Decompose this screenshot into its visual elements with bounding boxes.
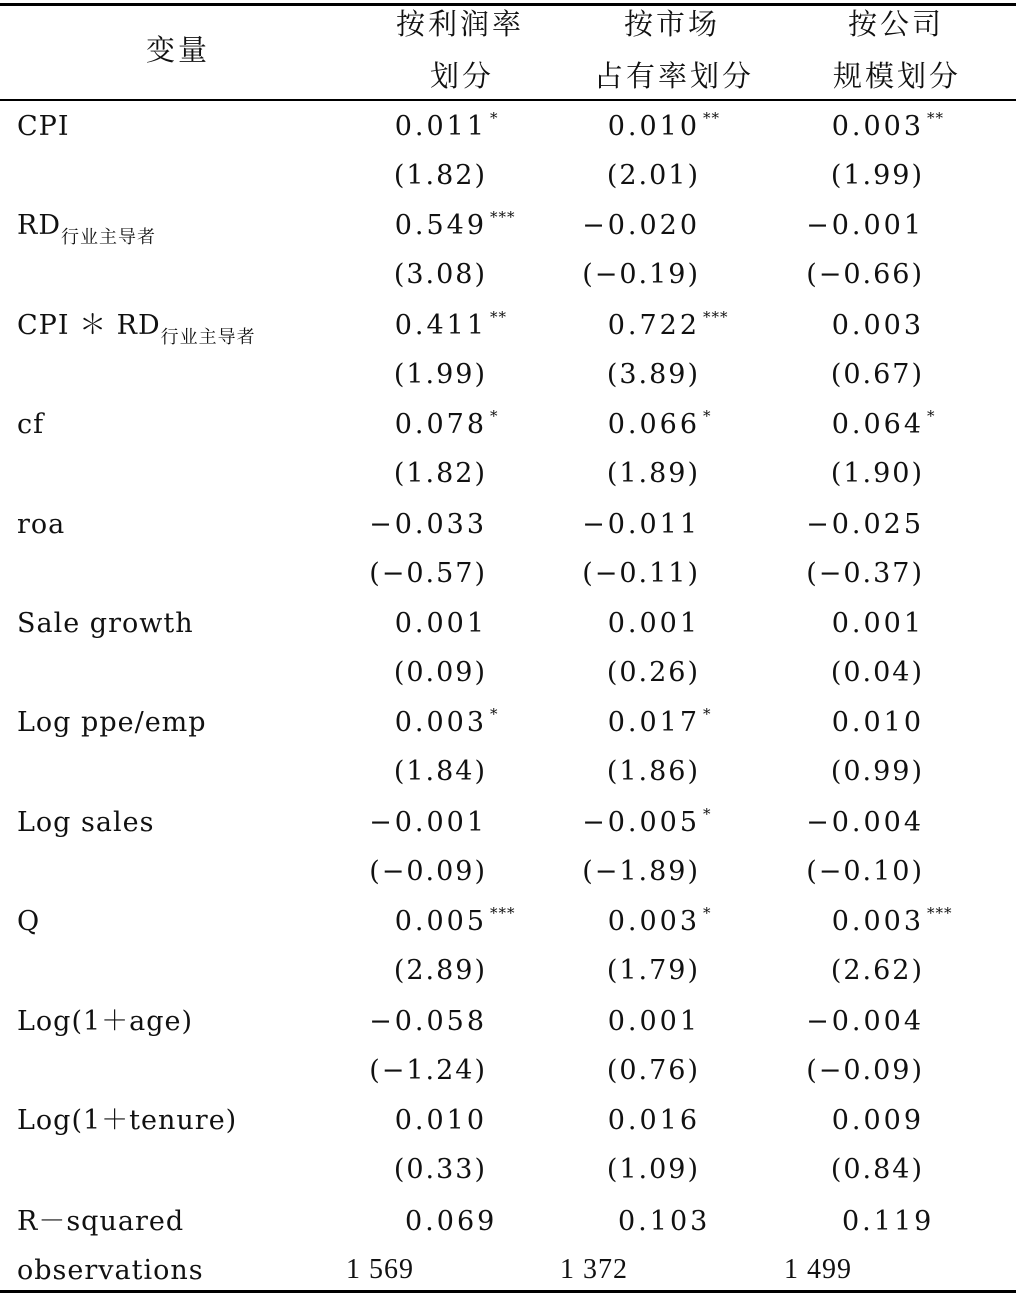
significance-stars: ** <box>703 109 720 127</box>
t-stat-col2: (0.76) <box>606 1055 700 1086</box>
coef-value: −0.020 <box>582 210 700 241</box>
header-col1-line1: 按利润率 <box>396 7 525 41</box>
t-stat-col3: (0.04) <box>830 657 924 688</box>
coef-cell-col3 <box>724 1008 924 1035</box>
variable-label <box>17 1008 193 1035</box>
coef-value: −0.033 <box>369 509 487 540</box>
t-stat-col2: (−0.11) <box>582 558 700 589</box>
t-stat-col1: (−0.09) <box>369 856 487 887</box>
header-variable: 变量 <box>146 33 211 67</box>
t-stat-col2: (1.09) <box>606 1154 700 1185</box>
t-stat-col2: (1.86) <box>606 756 700 787</box>
coef-value: 0.003 <box>831 310 924 341</box>
coef-value: 0.010 <box>607 111 700 142</box>
variable-name: cf <box>17 409 45 440</box>
significance-stars: * <box>490 109 499 127</box>
rsq-col1: 0.069 <box>405 1206 498 1237</box>
variable-name: Sale growth <box>17 608 194 639</box>
coef-cell-col1 <box>287 407 499 440</box>
coef-cell-col2 <box>500 308 729 341</box>
coef-cell-col2 <box>500 904 712 937</box>
coef-value: 0.005 <box>394 906 487 937</box>
coef-cell-col1 <box>287 1107 487 1134</box>
significance-stars: * <box>703 805 712 823</box>
coef-cell-col2 <box>500 1008 700 1035</box>
coef-value: −0.058 <box>369 1006 487 1037</box>
t-stat-col1: (2.89) <box>393 955 487 986</box>
coef-cell-col2 <box>500 1107 700 1134</box>
t-stat-col2: (−1.89) <box>582 856 700 887</box>
t-stat-col1: (0.33) <box>393 1154 487 1185</box>
variable-label <box>17 113 70 140</box>
variable-label <box>17 809 154 836</box>
significance-stars: * <box>490 705 499 723</box>
t-stat-col1: (−1.24) <box>369 1055 487 1086</box>
variable-name: Log(1＋tenure) <box>17 1105 238 1136</box>
significance-stars: ** <box>490 308 507 326</box>
t-stat-col1: (0.09) <box>393 657 487 688</box>
coef-cell-col3 <box>724 1107 924 1134</box>
t-stat-col2: (3.89) <box>606 359 700 390</box>
significance-stars: * <box>703 407 712 425</box>
coef-value: −0.011 <box>582 509 700 540</box>
coef-cell-col2 <box>500 407 712 440</box>
coef-value: 0.001 <box>831 608 924 639</box>
variable-label <box>17 310 256 348</box>
coef-value: 0.009 <box>831 1105 924 1136</box>
coef-value: 0.010 <box>394 1105 487 1136</box>
coef-value: 0.011 <box>394 111 487 142</box>
significance-stars: * <box>927 407 936 425</box>
variable-label <box>17 511 65 538</box>
coef-cell-col2 <box>500 705 712 738</box>
significance-stars: *** <box>703 308 729 326</box>
coef-value: −0.005 <box>582 807 700 838</box>
significance-stars: ** <box>927 109 944 127</box>
coef-value: 0.001 <box>394 608 487 639</box>
coef-cell-col1 <box>287 610 487 637</box>
coef-cell-col2 <box>500 610 700 637</box>
coef-cell-col3 <box>724 212 924 239</box>
t-stat-col3: (2.62) <box>830 955 924 986</box>
significance-stars: * <box>703 904 712 922</box>
rsq-label: R－squared <box>17 1206 185 1237</box>
coef-cell-col3 <box>724 709 924 736</box>
coef-cell-col1 <box>287 208 516 241</box>
coef-value: 0.066 <box>607 409 700 440</box>
variable-name: Log ppe/emp <box>17 707 207 738</box>
t-stat-col2: (1.79) <box>606 955 700 986</box>
coef-value: −0.001 <box>369 807 487 838</box>
coef-cell-col1 <box>287 705 499 738</box>
coef-value: 0.010 <box>831 707 924 738</box>
variable-label <box>17 210 156 248</box>
coef-cell-col3 <box>724 312 924 339</box>
variable-name: CPI ＊ RD <box>17 310 161 341</box>
variable-name: Log(1＋age) <box>17 1006 194 1037</box>
header-col1-line2: 划分 <box>430 59 495 93</box>
coef-cell-col2 <box>500 511 700 538</box>
coef-cell-col1 <box>287 308 507 341</box>
header-col2-line1: 按市场 <box>624 7 721 41</box>
coef-value: −0.025 <box>806 509 924 540</box>
t-stat-col2: (2.01) <box>606 160 700 191</box>
t-stat-col3: (1.90) <box>830 458 924 489</box>
coef-value: 0.003 <box>607 906 700 937</box>
obs-label: observations <box>17 1255 204 1286</box>
obs-col1: 1 569 <box>346 1254 414 1285</box>
significance-stars: *** <box>927 904 953 922</box>
coef-value: 0.001 <box>607 1006 700 1037</box>
t-stat-col1: (1.99) <box>393 359 487 390</box>
coef-value: 0.411 <box>394 310 487 341</box>
coef-cell-col1 <box>287 511 487 538</box>
t-stat-col3: (0.67) <box>830 359 924 390</box>
variable-name: Q <box>17 906 41 937</box>
header-rule <box>0 99 1016 101</box>
coef-cell-col2 <box>500 805 712 838</box>
variable-name: RD <box>17 210 61 241</box>
coef-cell-col2 <box>500 212 700 239</box>
header-col2-line2: 占有率划分 <box>594 59 755 93</box>
obs-col3: 1 499 <box>784 1254 852 1285</box>
t-stat-col1: (−0.57) <box>369 558 487 589</box>
coef-value: 0.003 <box>831 906 924 937</box>
coef-value: −0.004 <box>806 807 924 838</box>
t-stat-col3: (−0.10) <box>806 856 924 887</box>
t-stat-col3: (0.99) <box>830 756 924 787</box>
t-stat-col2: (1.89) <box>606 458 700 489</box>
t-stat-col3: (−0.37) <box>806 558 924 589</box>
coef-value: 0.078 <box>394 409 487 440</box>
t-stat-col1: (3.08) <box>393 259 487 290</box>
t-stat-col3: (−0.09) <box>806 1055 924 1086</box>
coef-value: 0.001 <box>607 608 700 639</box>
coef-value: 0.017 <box>607 707 700 738</box>
variable-label <box>17 908 40 935</box>
coef-cell-col1 <box>287 109 499 142</box>
variable-name: Log sales <box>17 807 155 838</box>
header-col3-line2: 规模划分 <box>833 59 962 93</box>
t-stat-col2: (−0.19) <box>582 259 700 290</box>
variable-subscript: 行业主导者 <box>60 227 156 248</box>
variable-name: CPI <box>17 111 70 142</box>
variable-label <box>17 709 207 736</box>
coef-value: 0.003 <box>831 111 924 142</box>
significance-stars: * <box>490 407 499 425</box>
coef-cell-col3 <box>724 109 944 142</box>
coef-cell-col3 <box>724 809 924 836</box>
variable-label <box>17 610 194 637</box>
t-stat-col1: (1.82) <box>393 458 487 489</box>
coef-value: −0.004 <box>806 1006 924 1037</box>
significance-stars: * <box>703 705 712 723</box>
t-stat-col3: (1.99) <box>830 160 924 191</box>
coef-value: 0.722 <box>607 310 700 341</box>
coef-value: 0.016 <box>607 1105 700 1136</box>
variable-name: roa <box>17 509 66 540</box>
coef-value: 0.003 <box>394 707 487 738</box>
obs-col2: 1 372 <box>560 1254 628 1285</box>
coef-cell-col3 <box>724 610 924 637</box>
coef-value: 0.064 <box>831 409 924 440</box>
coef-cell-col3 <box>724 407 936 440</box>
significance-stars: *** <box>490 904 516 922</box>
t-stat-col1: (1.84) <box>393 756 487 787</box>
coef-cell-col2 <box>500 109 720 142</box>
variable-subscript: 行业主导者 <box>160 327 256 348</box>
coef-cell-col1 <box>287 1008 487 1035</box>
t-stat-col1: (1.82) <box>393 160 487 191</box>
variable-label <box>17 411 44 438</box>
significance-stars: *** <box>490 208 516 226</box>
header-col3-line1: 按公司 <box>848 7 945 41</box>
coef-cell-col3 <box>724 511 924 538</box>
coef-cell-col1 <box>287 809 487 836</box>
top-rule <box>0 3 1016 6</box>
t-stat-col3: (0.84) <box>830 1154 924 1185</box>
coef-value: 0.549 <box>394 210 487 241</box>
rsq-col2: 0.103 <box>618 1206 711 1237</box>
t-stat-col2: (0.26) <box>606 657 700 688</box>
t-stat-col3: (−0.66) <box>806 259 924 290</box>
coef-cell-col1 <box>287 904 516 937</box>
bottom-rule <box>0 1290 1016 1293</box>
rsq-col3: 0.119 <box>842 1206 935 1237</box>
coef-value: −0.001 <box>806 210 924 241</box>
coef-cell-col3 <box>724 904 953 937</box>
variable-label <box>17 1107 237 1134</box>
